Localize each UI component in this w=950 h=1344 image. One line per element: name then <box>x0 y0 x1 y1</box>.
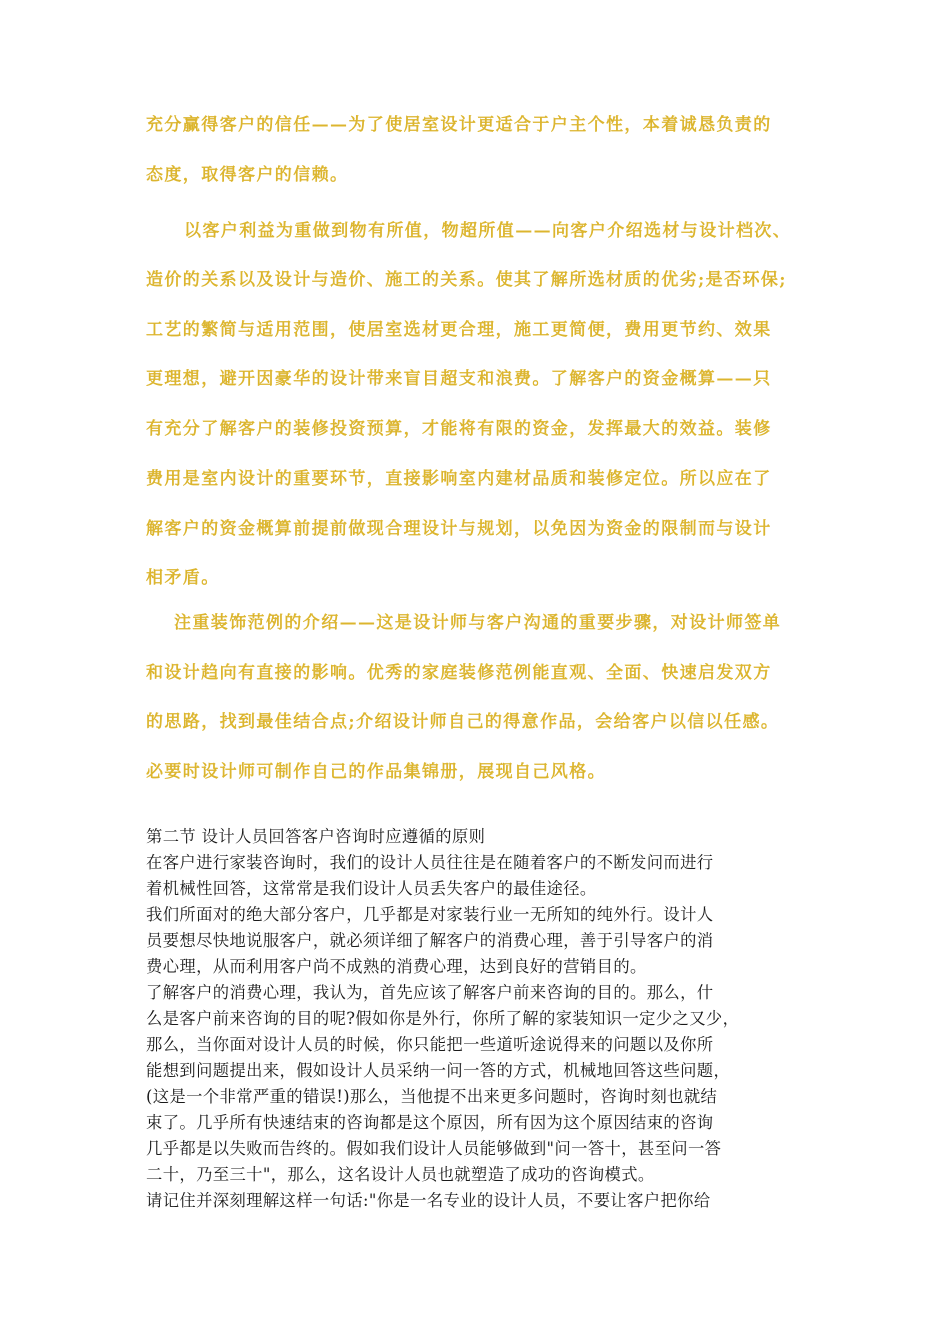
black-text-section <box>146 824 816 1214</box>
text-line: 那么，当你面对设计人员的时候，你只能把一些道听途说得来的问题以及你所 <box>146 1035 714 1054</box>
text-line: (这是一个非常严重的错误!)那么，当他提不出来更多问题时，咨询时刻也就结 <box>146 1087 718 1106</box>
text-line: 更理想，避开因豪华的设计带来盲目超支和浪费。了解客户的资金概算——只 <box>146 369 772 389</box>
text-line: 了解客户的消费心理，我认为，首先应该了解客户前来咨询的目的。那么，什 <box>146 983 714 1002</box>
text-line: 能想到问题提出来，假如设计人员采纳一问一答的方式，机械地回答这些问题， <box>146 1061 731 1080</box>
text-line: 注重装饰范例的介绍——这是设计师与客户沟通的重要步骤，对设计师签单 <box>174 613 782 633</box>
section-heading: 第二节 设计人员回答客户咨询时应遵循的原则 <box>146 827 486 846</box>
text-line: 相矛盾。 <box>146 568 220 588</box>
text-line: 的思路，找到最佳结合点;介绍设计师自己的得意作品，会给客户以信以任感。 <box>146 712 780 732</box>
text-line: 员要想尽快地说服客户，就必须详细了解客户的消费心理，善于引导客户的消 <box>146 931 714 950</box>
text-line: 着机械性回答，这常常是我们设计人员丢失客户的最佳途径。 <box>146 879 597 898</box>
text-line: 造价的关系以及设计与造价、施工的关系。使其了解所选材质的优劣;是否环保; <box>146 270 787 290</box>
text-line: 么是客户前来咨询的目的呢?假如你是外行，你所了解的家装知识一定少之又少， <box>146 1009 740 1028</box>
text-line: 束了。几乎所有快速结束的咨询都是这个原因，所有因为这个原因结束的咨询 <box>146 1113 714 1132</box>
text-line: 在客户进行家装咨询时，我们的设计人员往往是在随着客户的不断发问而进行 <box>146 853 714 872</box>
text-line: 和设计趋向有直接的影响。优秀的家庭装修范例能直观、全面、快速启发双方 <box>146 663 772 683</box>
text-line: 费心理，从而利用客户尚不成熟的消费心理，达到良好的营销目的。 <box>146 957 647 976</box>
text-line: 必要时设计师可制作自己的作品集锦册，展现自己风格。 <box>146 762 606 782</box>
text-line: 解客户的资金概算前提前做现合理设计与规划，以免因为资金的限制而与设计 <box>146 519 772 539</box>
text-line: 我们所面对的绝大部分客户，几乎都是对家装行业一无所知的纯外行。设计人 <box>146 905 714 924</box>
text-line: 工艺的繁简与适用范围，使居室选材更合理，施工更简便，费用更节约、效果 <box>146 320 772 340</box>
text-line: 几乎都是以失败而告终的。假如我们设计人员能够做到"问一答十，甚至问一答 <box>146 1139 722 1158</box>
text-line: 以客户利益为重做到物有所值，物超所值——向客户介绍选材与设计档次、 <box>184 221 792 241</box>
text-line: 态度，取得客户的信赖。 <box>146 165 349 185</box>
text-line: 请记住并深刻理解这样一句话:"你是一名专业的设计人员，不要让客户把你给 <box>146 1191 711 1210</box>
text-line: 费用是室内设计的重要环节，直接影响室内建材品质和装修定位。所以应在了 <box>146 469 772 489</box>
text-line: 充分赢得客户的信任——为了使居室设计更适合于户主个性，本着诚恳负责的 <box>146 115 772 135</box>
text-line: 有充分了解客户的装修投资预算，才能将有限的资金，发挥最大的效益。装修 <box>146 419 772 439</box>
text-line: 二十，乃至三十"，那么，这名设计人员也就塑造了成功的咨询模式。 <box>146 1165 655 1184</box>
